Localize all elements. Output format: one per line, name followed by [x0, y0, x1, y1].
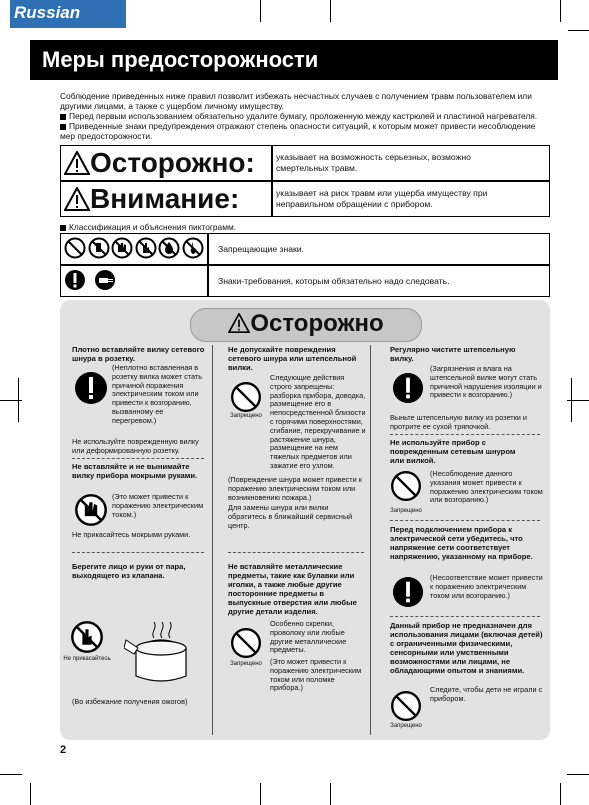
warning-triangle-icon: [64, 151, 90, 175]
crop-mark: [330, 783, 331, 805]
language-tab: Russian: [10, 0, 126, 28]
forbidden-label: Запрещено: [230, 661, 262, 667]
forbidden-label: Запрещено: [230, 413, 262, 419]
prohibit-icons: [64, 237, 204, 261]
prohibition-circle-icon: [230, 381, 262, 413]
pictogram-heading: Классификация и объяснения пиктограмм.: [60, 222, 236, 233]
section-divider: [390, 520, 540, 521]
col1-s1-head: Плотно вставляйте вилку сетевого шнура в розетку.: [72, 345, 205, 363]
prohibition-circle-icon: [64, 237, 86, 259]
no-wet-hands-icon: [74, 493, 108, 527]
crop-mark: [260, 783, 261, 805]
col1-s2-note: (Это может привести к поражению электрическим током.): [112, 492, 204, 519]
forbidden-label: Запрещено: [390, 723, 422, 729]
section-divider: [72, 552, 204, 553]
col3-s1-extra: Выньте штепсельную вилку из розетки и протрите ее сухой тряпочкой.: [390, 413, 527, 431]
intro-bullet: Приведенные знаки предупреждения отражают степень опасности ситуаций, к которым может привести несоблюдение мер предосторожности.: [60, 121, 536, 141]
col2-s1-extra: (Повреждение шнура может привести к поражению электрическим током или возникновению пожара.): [228, 475, 362, 502]
no-water-icon: [158, 237, 180, 259]
crop-mark: [18, 378, 19, 422]
section-divider: [390, 434, 540, 435]
forbidden-label: Запрещено: [390, 508, 422, 514]
crop-mark: [260, 0, 261, 22]
col1-s3-head: Берегите лицо и руки от пара, выходящего из клапана.: [72, 562, 186, 580]
rice-cooker-steam-illustration: [124, 620, 198, 686]
page-number: 2: [60, 744, 67, 756]
col2-s2-note: Особенно скрепки, проволоку или любые другие металлические предметы.: [270, 619, 347, 655]
square-bullet-icon: [60, 124, 66, 130]
intro-bullet: Перед первым использованием обязательно удалите бумагу, проложенную между кастрюлей и пластиной нагревателя.: [60, 111, 550, 121]
prohibit-text: Запрещающие знаки.: [218, 244, 304, 254]
intro-text: [60, 91, 550, 141]
col2-s1-extra2: Для замены шнура или вилки обратитесь в ближайший сервисный центр.: [228, 503, 353, 530]
crop-mark: [30, 783, 31, 805]
intro-paragraph: Соблюдение приведенных ниже правил позволит избежать несчастных случаев с получением травм пользователем или другими лицами, а также с ущербом личному имуществу.: [60, 91, 532, 111]
col1-s1-extra: Не используйте поврежденную вилку или деформированную розетку.: [72, 437, 199, 455]
no-touch-icon: [135, 237, 157, 259]
square-bullet-icon: [60, 114, 66, 120]
prohibition-circle-icon: [230, 627, 262, 659]
crop-mark: [567, 774, 589, 775]
mandatory-exclamation-icon: [64, 269, 86, 291]
prohibition-circle-icon: [390, 690, 422, 722]
level-caution-word: Осторожно:: [64, 145, 255, 181]
warning-triangle-icon: [228, 313, 250, 333]
crop-mark: [560, 0, 561, 22]
col2-s1-head: Не допускайте повреждения сетевого шнура или штепсельной вилки.: [228, 345, 357, 372]
crop-mark: [571, 378, 572, 422]
crop-mark: [560, 783, 561, 805]
require-icons: [64, 269, 124, 293]
col2-s2-extra: (Это может привести к поражению электрическим током или поломке прибора.): [270, 657, 362, 693]
col3-s3-head: Перед подключением прибора к электрической сети убедитесь, что напряжение сети соответствует напряжению, указанному на приборе.: [390, 525, 533, 561]
no-disassembly-icon: [88, 237, 110, 259]
section-divider: [72, 458, 204, 459]
col3-s2-note: (Несоблюдение данного указания может привести к поражению электрическим током или возгоранию.): [430, 469, 543, 505]
section-divider: [228, 552, 364, 553]
unplug-icon: [94, 269, 118, 291]
crop-mark: [568, 30, 589, 31]
mandatory-exclamation-icon: [74, 371, 108, 405]
col3-s1-note: (Загрязнения и влага на штепсельной вилке могут стать причиной нарушения изоляции и привести к возгоранию.): [430, 364, 542, 400]
mandatory-exclamation-icon: [392, 576, 424, 608]
mandatory-exclamation-icon: [392, 372, 424, 404]
level-attention-desc: указывает на риск травм или ущерба имуществу при неправильном обращении с прибором.: [276, 188, 488, 209]
prohibition-circle-icon: [390, 470, 422, 502]
crop-mark: [330, 0, 331, 22]
no-wet-hands-icon: [111, 237, 133, 259]
col1-s2-head: Не вставляйте и не вынимайте вилку прибора мокрыми руками.: [72, 462, 198, 480]
col1-s2-extra: Не прикасайтесь мокрыми руками.: [72, 530, 191, 539]
no-touch-label: Не прикасайтесь: [63, 656, 111, 662]
column-divider: [212, 345, 213, 735]
warning-title: Осторожно: [190, 308, 422, 342]
crop-mark: [0, 774, 22, 775]
square-bullet-icon: [60, 225, 66, 231]
col3-s4-head: Данный прибор не предназначен для использования лицами (включая детей) с ограниченными физическими, сенсорными или умственными возможностями или лицами, не обладающими опытом и знаниями.: [390, 621, 543, 675]
column-divider: [370, 345, 371, 735]
no-touch-icon: [70, 620, 104, 654]
page-title: Меры предосторожности: [30, 40, 558, 80]
col1-s3-note: (Во избежание получения ожогов): [72, 697, 188, 706]
col3-s4-note: Следите, чтобы дети не играли с прибором.: [430, 685, 543, 703]
no-fire-icon: [182, 237, 204, 259]
section-divider: [390, 616, 540, 617]
col2-s1-note: Следующие действия строго запрещены: разборка прибора, доводка, размещение его в непосредственной близости с горячими поверхностями, сгибание, перекручивание и растяжение шнура, размещение на нем тяжелых предметов или зажатие его узлом.: [270, 373, 366, 470]
require-text: Знаки-требования, которым обязательно надо следовать.: [218, 276, 450, 286]
warning-triangle-icon: [64, 187, 90, 211]
col2-s2-head: Не вставляйте металлические предметы, такие как булавки или иголки, а также любые другие посторонние предметы в выпускные отверстия или любые другие детали изделия.: [228, 562, 357, 616]
col3-s2-head: Не используйте прибор с поврежденным сетевым шнуром или вилкой.: [390, 438, 516, 465]
level-caution-desc: указывает на возможность серьезных, возможно смертельных травм.: [276, 152, 471, 173]
col3-s3-note: (Несоответствие может привести к поражению электрическим током или возгоранию.): [430, 573, 543, 600]
col1-s1-note: (Неплотно вставленная в розетку вилка может стать причиной поражения электрическим током или привести к возгоранию, вызванному ее перегревом.): [112, 363, 203, 425]
level-attention-word: Внимание:: [64, 181, 239, 217]
col3-s1-head: Регулярно чистите штепсельную вилку.: [390, 345, 516, 363]
